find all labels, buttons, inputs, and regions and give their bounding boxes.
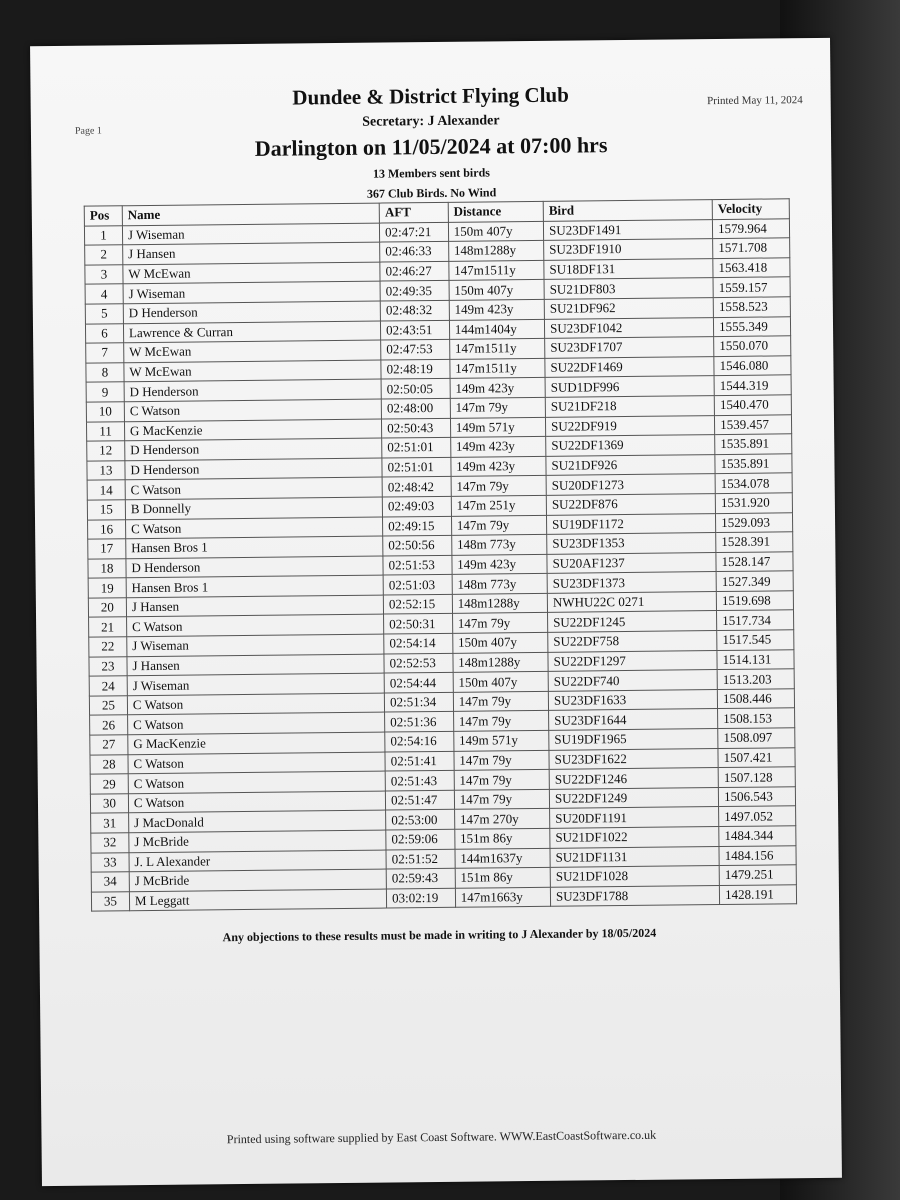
col-pos-header: Pos — [84, 206, 122, 226]
cell-bird: SU22DF1246 — [549, 768, 718, 789]
cell-bird: SU22DF1297 — [548, 650, 717, 671]
cell-name: Hansen Bros 1 — [126, 575, 383, 597]
cell-velocity: 1517.734 — [717, 610, 794, 630]
cell-distance: 150m 407y — [448, 221, 543, 242]
cell-distance: 147m1511y — [450, 358, 545, 379]
cell-aft: 02:47:53 — [381, 340, 450, 360]
cell-pos: 34 — [91, 872, 129, 892]
cell-name: Lawrence & Curran — [123, 321, 380, 343]
cell-bird: SU22DF1469 — [545, 356, 714, 377]
cell-bird: SU23DF1788 — [550, 885, 719, 906]
cell-distance: 144m1404y — [449, 319, 544, 340]
cell-name: C Watson — [125, 517, 382, 539]
cell-aft: 02:54:44 — [384, 673, 453, 693]
cell-name: D Henderson — [125, 438, 382, 460]
cell-bird: SU23DF1353 — [547, 533, 716, 554]
cell-aft: 03:02:19 — [386, 888, 455, 908]
cell-velocity: 1555.349 — [714, 316, 791, 336]
cell-bird: SU23DF1373 — [547, 572, 716, 593]
cell-distance: 149m 571y — [450, 417, 545, 438]
cell-velocity: 1497.052 — [719, 806, 796, 826]
cell-aft: 02:52:53 — [384, 653, 453, 673]
cell-name: C Watson — [128, 771, 385, 793]
cell-velocity: 1508.097 — [718, 728, 795, 748]
cell-pos: 20 — [88, 598, 126, 618]
cell-aft: 02:51:03 — [383, 575, 452, 595]
cell-name: C Watson — [126, 615, 383, 637]
cell-distance: 150m 407y — [453, 672, 548, 693]
cell-name: D Henderson — [125, 458, 382, 480]
cell-name: D Henderson — [123, 301, 380, 323]
cell-pos: 27 — [90, 735, 128, 755]
cell-name: J McBride — [129, 830, 386, 852]
cell-name: C Watson — [125, 477, 382, 499]
cell-distance: 147m 79y — [451, 476, 546, 497]
cell-aft: 02:51:53 — [383, 555, 452, 575]
cell-aft: 02:43:51 — [381, 320, 450, 340]
cell-distance: 149m 571y — [453, 730, 548, 751]
cell-pos: 33 — [91, 852, 129, 872]
cell-aft: 02:59:06 — [386, 829, 455, 849]
cell-bird: SU22DF876 — [546, 493, 715, 514]
club-title: Dundee & District Flying Club — [292, 82, 569, 110]
cell-name: C Watson — [127, 712, 384, 734]
cell-distance: 147m 79y — [454, 789, 549, 810]
cell-distance: 150m 407y — [449, 280, 544, 301]
cell-aft: 02:46:27 — [380, 261, 449, 281]
cell-aft: 02:53:00 — [386, 810, 455, 830]
cell-pos: 1 — [84, 225, 122, 245]
cell-bird: SU23DF1042 — [544, 317, 713, 338]
cell-aft: 02:51:01 — [382, 437, 451, 457]
cell-velocity: 1517.545 — [717, 630, 794, 650]
cell-pos: 26 — [90, 715, 128, 735]
cell-velocity: 1558.523 — [713, 297, 790, 317]
cell-pos: 19 — [88, 578, 126, 598]
objections-note: Any objections to these results must be made in writing to J Alexander by 18/05/2024 — [222, 925, 657, 945]
cell-velocity: 1428.191 — [719, 885, 796, 905]
cell-bird: NWHU22C 0271 — [547, 591, 716, 612]
cell-name: G MacKenzie — [128, 732, 385, 754]
col-distance-header: Distance — [448, 201, 543, 222]
cell-velocity: 1546.080 — [714, 356, 791, 376]
cell-pos: 14 — [87, 480, 125, 500]
cell-velocity: 1550.070 — [714, 336, 791, 356]
results-table — [84, 198, 797, 912]
cell-name: J McBride — [129, 869, 386, 891]
cell-distance: 147m1511y — [449, 339, 544, 360]
cell-bird: SU22DF1369 — [546, 435, 715, 456]
cell-distance: 147m 79y — [454, 770, 549, 791]
cell-pos: 10 — [86, 402, 124, 422]
cell-bird: SU21DF1022 — [550, 827, 719, 848]
cell-pos: 8 — [86, 363, 124, 383]
cell-velocity: 1535.891 — [715, 434, 792, 454]
members-sent: 13 Members sent birds — [372, 165, 490, 181]
cell-velocity: 1563.418 — [713, 258, 790, 278]
col-name-header: Name — [122, 203, 379, 225]
cell-distance: 147m1663y — [455, 887, 550, 908]
cell-pos: 11 — [86, 421, 124, 441]
cell-distance: 149m 423y — [450, 436, 545, 457]
cell-aft: 02:50:43 — [382, 418, 451, 438]
cell-pos: 5 — [85, 304, 123, 324]
cell-distance: 151m 86y — [455, 828, 550, 849]
cell-pos: 6 — [85, 323, 123, 343]
cell-distance: 150m 407y — [452, 632, 547, 653]
cell-bird: SU22DF758 — [548, 631, 717, 652]
cell-pos: 7 — [86, 343, 124, 363]
cell-bird: SU23DF1644 — [549, 709, 718, 730]
cell-distance: 148m 773y — [451, 534, 546, 555]
cell-pos: 28 — [90, 754, 128, 774]
cell-distance: 149m 423y — [452, 554, 547, 575]
cell-pos: 12 — [87, 441, 125, 461]
cell-velocity: 1534.078 — [715, 473, 792, 493]
cell-aft: 02:52:15 — [383, 594, 452, 614]
cell-velocity: 1519.698 — [716, 591, 793, 611]
cell-pos: 31 — [91, 813, 129, 833]
cell-aft: 02:59:43 — [386, 869, 455, 889]
cell-aft: 02:50:05 — [381, 379, 450, 399]
cell-distance: 149m 423y — [450, 378, 545, 399]
cell-aft: 02:51:52 — [386, 849, 455, 869]
cell-bird: SU21DF1028 — [550, 866, 719, 887]
cell-pos: 23 — [89, 656, 127, 676]
cell-velocity: 1571.708 — [713, 238, 790, 258]
cell-pos: 3 — [85, 265, 123, 285]
cell-name: J Hansen — [123, 242, 380, 264]
cell-name: C Watson — [128, 752, 385, 774]
cell-distance: 147m 251y — [451, 495, 546, 516]
cell-bird: SU20AF1237 — [547, 552, 716, 573]
cell-aft: 02:47:21 — [380, 222, 449, 242]
results-sheet — [30, 38, 842, 1186]
cell-aft: 02:49:35 — [380, 281, 449, 301]
cell-aft: 02:50:56 — [383, 535, 452, 555]
cell-aft: 02:51:41 — [385, 751, 454, 771]
cell-velocity: 1531.920 — [715, 493, 792, 513]
cell-name: C Watson — [124, 399, 381, 421]
cell-velocity: 1540.470 — [714, 395, 791, 415]
cell-bird: SU20DF1273 — [546, 474, 715, 495]
race-title: Darlington on 11/05/2024 at 07:00 hrs — [254, 132, 608, 161]
cell-velocity: 1539.457 — [715, 414, 792, 434]
cell-name: Hansen Bros 1 — [126, 536, 383, 558]
cell-pos: 18 — [88, 558, 126, 578]
cell-velocity: 1579.964 — [712, 218, 789, 238]
cell-bird: SU23DF1707 — [545, 337, 714, 358]
cell-bird: SU23DF1491 — [543, 219, 712, 240]
cell-name: G MacKenzie — [124, 419, 381, 441]
cell-aft: 02:46:33 — [380, 242, 449, 262]
cell-pos: 24 — [89, 676, 127, 696]
club-birds: 367 Club Birds. No Wind — [366, 185, 497, 201]
cell-pos: 32 — [91, 833, 129, 853]
cell-aft: 02:48:19 — [381, 359, 450, 379]
cell-name: W McEwan — [124, 360, 381, 382]
footer-note: Printed using software supplied by East Coast Software. WWW.EastCoastSoftware.co.uk — [226, 1127, 657, 1147]
cell-bird: SU23DF1633 — [548, 689, 717, 710]
cell-distance: 147m1511y — [449, 260, 544, 281]
cell-bird: SU21DF926 — [546, 454, 715, 475]
cell-name: W McEwan — [123, 262, 380, 284]
printed-date: Printed May 11, 2024 — [707, 94, 803, 108]
cell-pos: 35 — [91, 892, 129, 912]
cell-distance: 147m 79y — [451, 515, 546, 536]
cell-velocity: 1506.543 — [718, 787, 795, 807]
cell-bird: SU23DF1622 — [549, 748, 718, 769]
cell-bird: SU20DF1191 — [550, 807, 719, 828]
cell-aft: 02:49:15 — [383, 516, 452, 536]
cell-name: J Wiseman — [127, 673, 384, 695]
cell-distance: 149m 423y — [449, 299, 544, 320]
secretary-line: Secretary: J Alexander — [362, 113, 500, 130]
cell-distance: 147m 79y — [454, 750, 549, 771]
cell-bird: SU22DF919 — [545, 415, 714, 436]
cell-aft: 02:48:42 — [382, 477, 451, 497]
cell-distance: 148m1288y — [452, 593, 547, 614]
cell-aft: 02:54:14 — [384, 633, 453, 653]
cell-pos: 2 — [85, 245, 123, 265]
cell-aft: 02:48:00 — [381, 398, 450, 418]
cell-aft: 02:51:01 — [382, 457, 451, 477]
cell-velocity: 1479.251 — [719, 865, 796, 885]
cell-velocity: 1528.391 — [716, 532, 793, 552]
cell-velocity: 1507.128 — [718, 767, 795, 787]
cell-name: W McEwan — [124, 340, 381, 362]
cell-bird: SUD1DF996 — [545, 376, 714, 397]
cell-velocity: 1559.157 — [713, 277, 790, 297]
col-aft-header: AFT — [379, 202, 448, 222]
cell-pos: 30 — [90, 794, 128, 814]
cell-name: D Henderson — [124, 379, 381, 401]
cell-bird: SU21DF1131 — [550, 846, 719, 867]
cell-name: C Watson — [127, 693, 384, 715]
cell-name: J. L Alexander — [129, 850, 386, 872]
cell-distance: 149m 423y — [451, 456, 546, 477]
cell-pos: 21 — [89, 617, 127, 637]
cell-aft: 02:51:34 — [384, 692, 453, 712]
cell-name: J Hansen — [126, 595, 383, 617]
cell-velocity: 1529.093 — [716, 512, 793, 532]
cell-velocity: 1484.344 — [719, 826, 796, 846]
cell-distance: 147m 79y — [452, 613, 547, 634]
cell-aft: 02:51:43 — [385, 771, 454, 791]
cell-velocity: 1527.349 — [716, 571, 793, 591]
col-velocity-header: Velocity — [712, 199, 789, 219]
cell-distance: 147m 79y — [453, 691, 548, 712]
cell-bird: SU21DF218 — [545, 396, 714, 417]
cell-distance: 147m 79y — [450, 397, 545, 418]
cell-aft: 02:48:32 — [380, 300, 449, 320]
cell-aft: 02:54:16 — [385, 731, 454, 751]
cell-velocity: 1484.156 — [719, 845, 796, 865]
cell-distance: 148m1288y — [453, 652, 548, 673]
cell-name: J Wiseman — [127, 634, 384, 656]
cell-pos: 9 — [86, 382, 124, 402]
cell-bird: SU22DF1249 — [549, 787, 718, 808]
cell-bird: SU23DF1910 — [544, 239, 713, 260]
cell-aft: 02:49:03 — [382, 496, 451, 516]
cell-bird: SU19DF1172 — [547, 513, 716, 534]
cell-pos: 16 — [88, 519, 126, 539]
cell-bird: SU18DF131 — [544, 258, 713, 279]
cell-velocity: 1535.891 — [715, 453, 792, 473]
cell-bird: SU22DF1245 — [548, 611, 717, 632]
cell-velocity: 1507.421 — [718, 747, 795, 767]
cell-aft: 02:50:31 — [384, 614, 453, 634]
cell-velocity: 1508.446 — [717, 689, 794, 709]
cell-name: J Wiseman — [122, 223, 379, 245]
cell-velocity: 1528.147 — [716, 551, 793, 571]
cell-distance: 147m 270y — [454, 809, 549, 830]
cell-distance: 148m 773y — [452, 574, 547, 595]
cell-bird: SU21DF803 — [544, 278, 713, 299]
cell-distance: 151m 86y — [455, 868, 550, 889]
cell-name: J Hansen — [127, 654, 384, 676]
cell-bird: SU19DF1965 — [549, 729, 718, 750]
cell-pos: 29 — [90, 774, 128, 794]
cell-velocity: 1544.319 — [714, 375, 791, 395]
cell-name: M Leggatt — [129, 889, 386, 911]
cell-pos: 13 — [87, 460, 125, 480]
page-label: Page 1 — [74, 125, 102, 137]
cell-bird: SU21DF962 — [544, 298, 713, 319]
cell-pos: 4 — [85, 284, 123, 304]
cell-velocity: 1513.203 — [717, 669, 794, 689]
cell-bird: SU22DF740 — [548, 670, 717, 691]
cell-name: D Henderson — [126, 556, 383, 578]
cell-aft: 02:51:36 — [385, 712, 454, 732]
cell-distance: 144m1637y — [455, 848, 550, 869]
cell-pos: 17 — [88, 539, 126, 559]
cell-name: C Watson — [128, 791, 385, 813]
cell-pos: 15 — [87, 500, 125, 520]
cell-pos: 25 — [89, 696, 127, 716]
cell-velocity: 1514.131 — [717, 649, 794, 669]
col-bird-header: Bird — [543, 200, 712, 221]
cell-aft: 02:51:47 — [385, 790, 454, 810]
cell-distance: 148m1288y — [448, 241, 543, 262]
cell-distance: 147m 79y — [453, 711, 548, 732]
results-body — [84, 218, 796, 911]
cell-velocity: 1508.153 — [718, 708, 795, 728]
cell-pos: 22 — [89, 637, 127, 657]
cell-name: J MacDonald — [128, 810, 385, 832]
cell-name: J Wiseman — [123, 281, 380, 303]
cell-name: B Donnelly — [125, 497, 382, 519]
